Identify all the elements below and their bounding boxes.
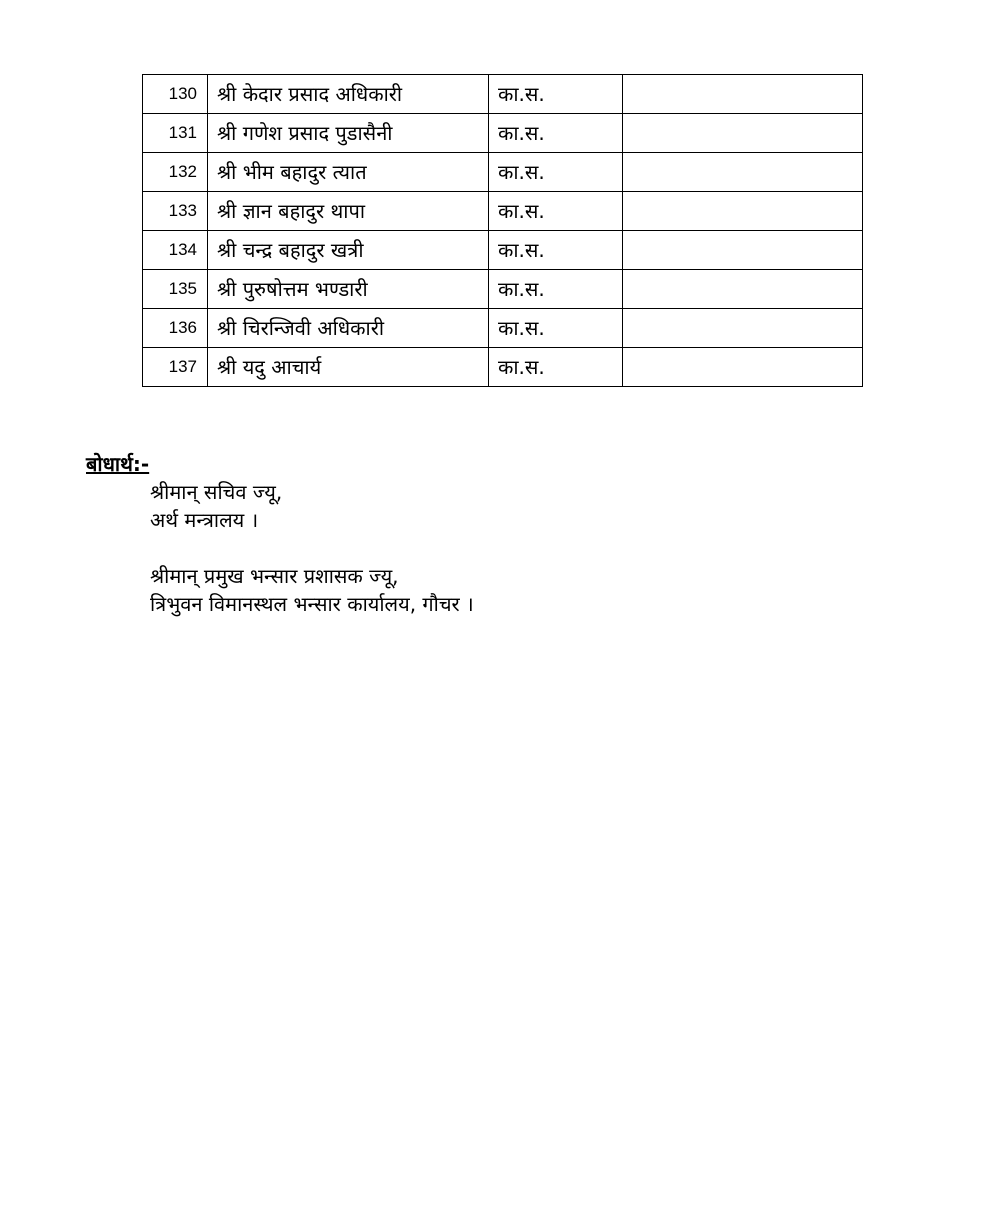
staff-post: का.स. — [489, 114, 623, 153]
remarks-cell — [623, 309, 863, 348]
table-row — [143, 114, 863, 153]
row-number: 136 — [143, 309, 208, 348]
recipient-title: श्रीमान् सचिव ज्यू, — [150, 480, 283, 504]
row-number: 130 — [143, 75, 208, 114]
cc-recipient — [150, 478, 474, 534]
staff-table — [142, 74, 863, 387]
remarks-cell — [623, 231, 863, 270]
recipient-office: त्रिभुवन विमानस्थल भन्सार कार्यालय, गौचर । — [150, 592, 474, 616]
remarks-cell — [623, 153, 863, 192]
remarks-cell — [623, 75, 863, 114]
staff-post: का.स. — [489, 192, 623, 231]
remarks-cell — [623, 348, 863, 387]
staff-name: श्री भीम बहादुर त्यात — [208, 153, 489, 192]
staff-name: श्री केदार प्रसाद अधिकारी — [208, 75, 489, 114]
staff-name: श्री चन्द्र बहादुर खत्री — [208, 231, 489, 270]
staff-post: का.स. — [489, 153, 623, 192]
remarks-cell — [623, 114, 863, 153]
staff-name: श्री पुरुषोत्तम भण्डारी — [208, 270, 489, 309]
staff-post: का.स. — [489, 231, 623, 270]
row-number: 131 — [143, 114, 208, 153]
row-number: 132 — [143, 153, 208, 192]
recipient-title: श्रीमान् प्रमुख भन्सार प्रशासक ज्यू, — [150, 564, 399, 588]
staff-name: श्री यदु आचार्य — [208, 348, 489, 387]
table-row — [143, 231, 863, 270]
staff-post: का.स. — [489, 348, 623, 387]
table-row — [143, 153, 863, 192]
row-number: 137 — [143, 348, 208, 387]
staff-post: का.स. — [489, 75, 623, 114]
recipient-office: अर्थ मन्त्रालय । — [150, 508, 259, 532]
table-row — [143, 75, 863, 114]
cc-heading: बोधार्थ:- — [86, 452, 150, 476]
cc-section — [86, 450, 474, 618]
remarks-cell — [623, 192, 863, 231]
remarks-cell — [623, 270, 863, 309]
table-row — [143, 192, 863, 231]
staff-post: का.स. — [489, 309, 623, 348]
staff-post: का.स. — [489, 270, 623, 309]
row-number: 135 — [143, 270, 208, 309]
table-row — [143, 270, 863, 309]
staff-name: श्री गणेश प्रसाद पुडासैनी — [208, 114, 489, 153]
cc-recipient — [150, 562, 474, 618]
row-number: 134 — [143, 231, 208, 270]
staff-name: श्री चिरन्जिवी अधिकारी — [208, 309, 489, 348]
table-row — [143, 309, 863, 348]
staff-name: श्री ज्ञान बहादुर थापा — [208, 192, 489, 231]
row-number: 133 — [143, 192, 208, 231]
table-row — [143, 348, 863, 387]
